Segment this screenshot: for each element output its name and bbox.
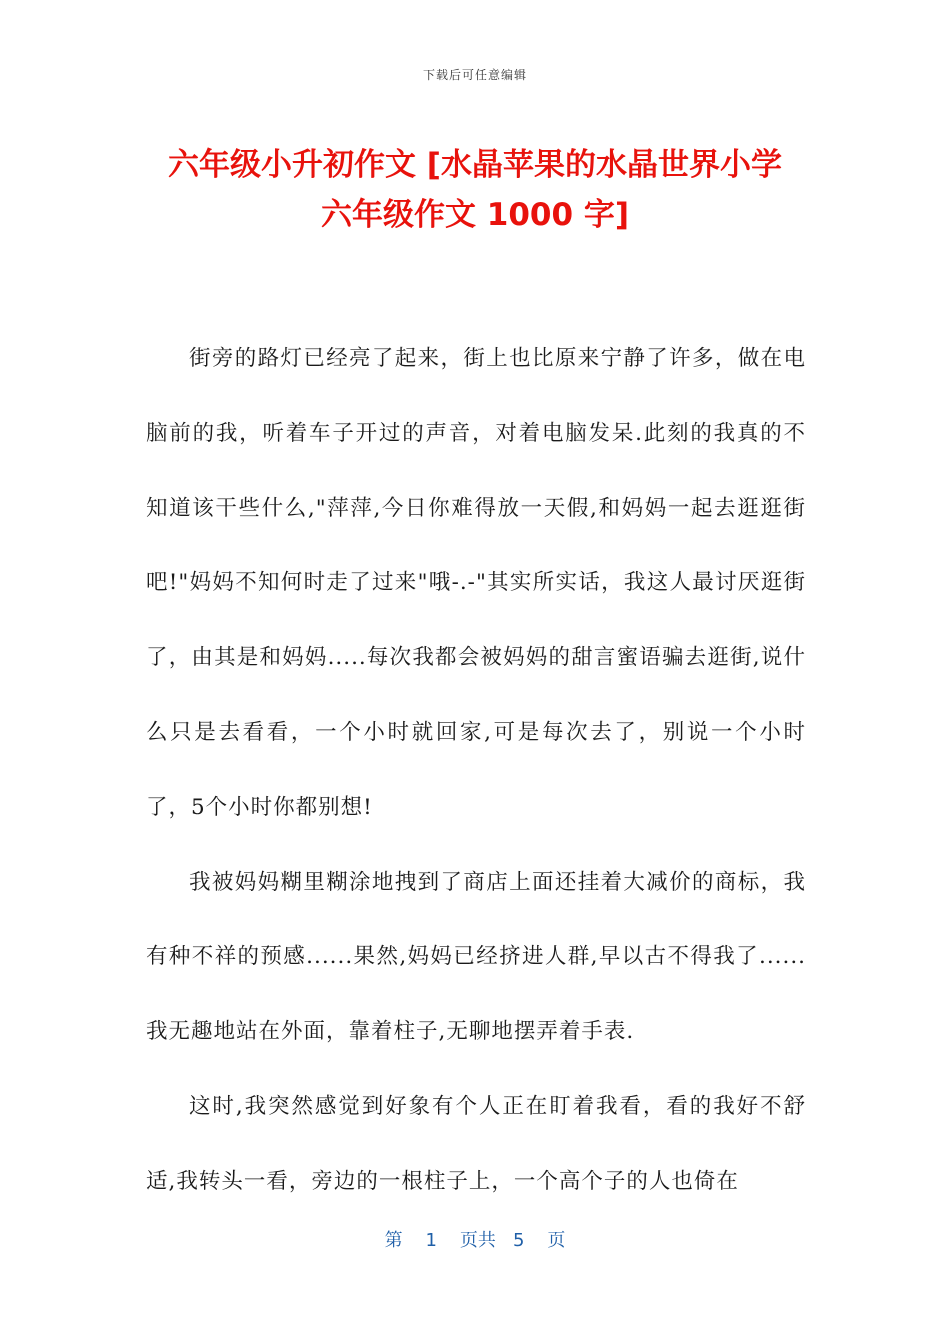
- paragraph: 街旁的路灯已经亮了起来，街上也比原来宁静了许多，做在电脑前的我，听着车子开过的声音，对着电脑发呆.此刻的我真的不知道该干些什么,"萍萍,今日你难得放一天假,和妈妈一起去逛逛街吧!"妈妈不知何时走了过来"哦-.-"其实所实话，我这人最讨厌逛街了，由其是和妈妈.....每次我都会被妈妈的甜言蜜语骗去逛街,说什么只是去看看，一个小时就回家,可是每次去了，别说一个小时了，5个小时你都别想!: [146, 346, 806, 820]
- footer-suffix: 页: [547, 1230, 566, 1251]
- page-footer: [0, 1226, 950, 1252]
- document-body: [146, 322, 806, 1220]
- page-header-note: 下载后可任意编辑: [422, 68, 527, 82]
- footer-middle: 页共: [459, 1230, 496, 1251]
- document-title-line-1: 六年级小升初作文 [水晶苹果的水晶世界小学: [168, 147, 782, 183]
- footer-prefix: 第: [384, 1230, 403, 1251]
- current-page-number: 1: [425, 1230, 437, 1251]
- paragraph: 这时,我突然感觉到好象有个人正在盯着我看，看的我好不舒适,我转头一看，旁边的一根柱子上，一个高个子的人也倚在: [146, 1093, 806, 1194]
- document-title-line-2: 六年级作文 1000 字]: [320, 197, 630, 233]
- document-title: [100, 140, 850, 240]
- total-page-count: 5: [513, 1230, 525, 1251]
- paragraph: 我被妈妈糊里糊涂地拽到了商店上面还挂着大减价的商标，我有种不祥的预感......果然,妈妈已经挤进人群,早以古不得我了......我无趣地站在外面，靠着柱子,无聊地摆弄着手表.: [146, 869, 806, 1045]
